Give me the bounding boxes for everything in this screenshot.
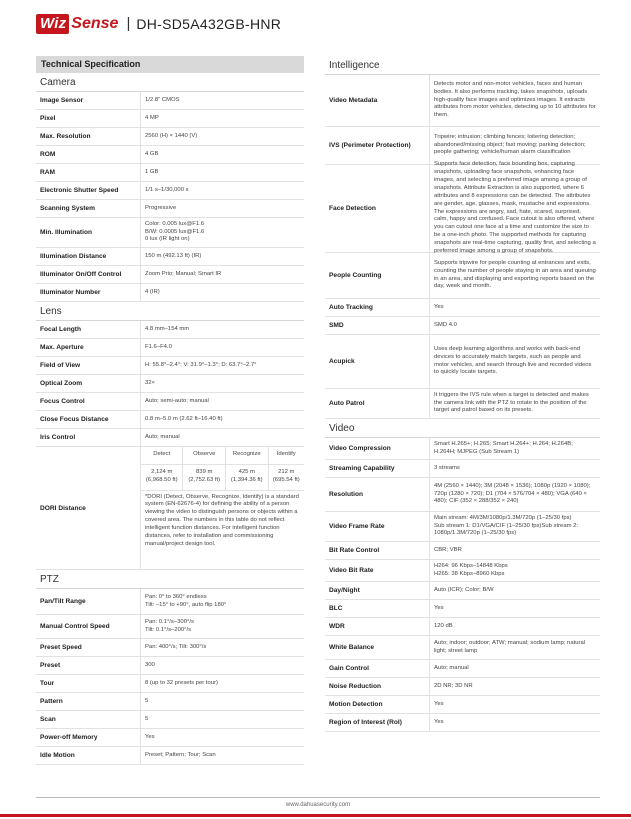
section-heading-video: Video	[325, 419, 600, 438]
spec-value: Supports tripwire for people counting at entrances and exits, counting the number of people staying in an area and queuing in an area, and displaying and exporting reports based on the day, week and month.	[429, 253, 600, 298]
spec-label: ROM	[40, 151, 56, 158]
spec-row	[325, 460, 600, 478]
spec-value: It triggers the IVS rule when a target is detected and makes the camera link with the PTZ to rotate to the position of the target and patrol based on its presets.	[429, 389, 600, 418]
spec-label: Optical Zoom	[40, 380, 83, 387]
dori-header-row	[141, 447, 304, 464]
spec-row	[36, 284, 304, 302]
spec-row	[325, 253, 600, 299]
spec-row	[325, 660, 600, 678]
spec-label: Scanning System	[40, 205, 95, 212]
spec-label: Motion Detection	[329, 701, 383, 708]
spec-value: Zoom Prio; Manual; Smart IR	[140, 266, 304, 283]
spec-value: Yes	[429, 600, 600, 617]
spec-value: Tripwire; intrusion; climbing fences; loitering detection; abandoned/missing object; fast moving; parking detection; people gathering; vehicle/human alarm classification	[429, 127, 600, 164]
page-title: Technical Specification	[36, 56, 304, 73]
spec-row	[325, 512, 600, 542]
spec-label: Gain Control	[329, 665, 369, 672]
spec-label: Face Detection	[329, 205, 376, 212]
spec-label: Streaming Capability	[329, 465, 395, 472]
section-heading-ptz: PTZ	[36, 570, 304, 589]
spec-row	[325, 478, 600, 512]
spec-value: Yes	[140, 729, 304, 746]
dori-row	[36, 447, 304, 570]
spec-label: Manual Control Speed	[40, 623, 110, 630]
spec-label: Illumination Distance	[40, 253, 107, 260]
spec-row	[36, 711, 304, 729]
spec-row	[36, 411, 304, 429]
spec-label: BLC	[329, 605, 343, 612]
spec-row	[36, 639, 304, 657]
spec-label: Electronic Shutter Speed	[40, 187, 119, 194]
spec-value: Auto (ICR); Color; B/W	[429, 582, 600, 599]
spec-label: Scan	[40, 716, 56, 723]
intelligence-spec-list	[325, 75, 600, 419]
spec-row	[36, 92, 304, 110]
camera-spec-list	[36, 92, 304, 302]
spec-row	[325, 636, 600, 660]
lens-spec-list	[36, 321, 304, 447]
spec-value: 2560 (H) × 1440 (V)	[140, 128, 304, 145]
spec-label: Auto Patrol	[329, 400, 365, 407]
spec-row	[36, 429, 304, 447]
spec-label: Focal Length	[40, 326, 82, 333]
logo-wiz-text: Wiz	[36, 14, 69, 34]
dori-value-cell: 212 m (695.54 ft)	[268, 464, 304, 490]
spec-value: Auto; indoor; outdoor; ATW; manual; sodium lamp; natural light; street lamp	[429, 636, 600, 659]
spec-label: IVS (Perimeter Protection)	[329, 142, 411, 149]
footer-accent-line	[0, 814, 631, 817]
spec-row	[36, 164, 304, 182]
spec-row	[36, 218, 304, 248]
dori-table	[141, 447, 304, 491]
spec-value: 2D NR; 3D NR	[429, 678, 600, 695]
spec-value: 1/1 s–1/30,000 s	[140, 182, 304, 199]
spec-label: Pixel	[40, 115, 56, 122]
model-number: DH-SD5A432GB-HNR	[136, 16, 282, 32]
section-heading-intelligence: Intelligence	[325, 56, 600, 75]
spec-row	[36, 128, 304, 146]
spec-label: Illuminator Number	[40, 289, 101, 296]
dori-header-cell: Observe	[183, 447, 226, 464]
spec-value: 300	[140, 657, 304, 674]
spec-row	[325, 582, 600, 600]
left-column	[36, 56, 304, 765]
spec-value: 5	[140, 711, 304, 728]
spec-value: Smart H.265+; H.265; Smart H.264+; H.264; H.264B; H.264H; MJPEG (Sub Stream 1)	[429, 438, 600, 459]
spec-value: CBR; VBR	[429, 542, 600, 559]
spec-row	[36, 248, 304, 266]
spec-value: 4 (IR)	[140, 284, 304, 301]
spec-row	[325, 299, 600, 317]
spec-row	[325, 542, 600, 560]
spec-label: Image Sensor	[40, 97, 84, 104]
spec-row	[36, 747, 304, 765]
dori-note: *DORI (Detect, Observe, Recognize, Identify) is a standard system (EN-62676-4) for defining the ability of a person viewing the video to distinguish persons or objects within a covered area. The numbers in this table do not reflect intelligent function distances. For intelligent function distances, refer to installation and commissioning manual/project design tool.	[145, 493, 299, 548]
spec-label: RAM	[40, 169, 56, 176]
spec-value: 5	[140, 693, 304, 710]
spec-row	[36, 321, 304, 339]
spec-row	[36, 375, 304, 393]
section-heading-camera: Camera	[36, 73, 304, 92]
spec-row	[36, 266, 304, 284]
dori-value-cell: 2,124 m (6,968.50 ft)	[141, 464, 183, 490]
spec-label: Video Bit Rate	[329, 567, 374, 574]
spec-label: Preset	[40, 662, 61, 669]
ptz-spec-list	[36, 589, 304, 765]
spec-value: 4 GB	[140, 146, 304, 163]
spec-label: Illuminator On/Off Control	[40, 271, 122, 278]
spec-label: Idle Motion	[40, 752, 75, 759]
spec-value: Main stream: 4M/3M/1080p/1.3M/720p (1–25/30 fps) Sub stream 1: D1/VGA/CIF (1–25/30 fps)Sub stream 2: 1080p/1.3M/720p (1–25/30 fps)	[429, 512, 600, 541]
dori-header-cell: Recognize	[225, 447, 268, 464]
spec-value: 3 streams	[429, 460, 600, 477]
spec-label: Noise Reduction	[329, 683, 382, 690]
spec-value: Pan: 0° to 360° endless Tilt: –15° to +90°, auto flip 180°	[140, 589, 304, 614]
spec-value: Auto; semi-auto; manual	[140, 393, 304, 410]
spec-row	[36, 615, 304, 639]
spec-value: F1.6–F4.0	[140, 339, 304, 356]
right-column	[325, 56, 600, 732]
spec-value: Color: 0.005 lux@F1.6 B/W: 0.0005 lux@F1.6 0 lux (IR light on)	[140, 218, 304, 247]
spec-value: Auto; manual	[140, 429, 304, 446]
spec-value: Yes	[429, 714, 600, 731]
spec-value: Pan: 0.1°/s–300°/s Tilt: 0.1°/s–200°/s	[140, 615, 304, 638]
spec-row	[36, 146, 304, 164]
spec-row	[36, 657, 304, 675]
spec-label: Resolution	[329, 491, 364, 498]
spec-label: WDR	[329, 623, 345, 630]
spec-value: Supports face detection, face bounding box, capturing snapshots, uploading face snapshots, enhancing face images, and selecting a preferred image among a group of snapshots. Attribute Extraction is also supported, where 6 attributes and 8 expressions can be detected. The attributes are gender, age, glasses, mask, mustache and expressions. The expressions are angry, sad, hate, scared, surprised, calm, happy and confused. Face cutout is also offered, where you can cutout one face at a time and customize the size to be a one-inch photo. The supported methods for capturing snapshots are real-time capturing, quality first, and selecting a preferred image among a group of snapshots.	[429, 165, 600, 252]
spec-row	[36, 693, 304, 711]
spec-value: 1 GB	[140, 164, 304, 181]
spec-label: Video Frame Rate	[329, 523, 385, 530]
spec-row	[325, 714, 600, 732]
spec-value: Progressive	[140, 200, 304, 217]
spec-label: Focus Control	[40, 398, 85, 405]
spec-row	[36, 357, 304, 375]
dori-value-cell: 839 m (2,752.63 ft)	[183, 464, 226, 490]
spec-value: 4 MP	[140, 110, 304, 127]
header-separator: |	[126, 15, 131, 32]
spec-label: Max. Resolution	[40, 133, 91, 140]
spec-label: SMD	[329, 322, 344, 329]
spec-value: 1/2.8" CMOS	[140, 92, 304, 109]
spec-label: White Balance	[329, 644, 375, 651]
page-header	[0, 0, 631, 42]
spec-value: Uses deep learning algorithms and works with back-end devices to accurately match targets, such as people and motor vehicles, and search through live and recorded videos to quickly locate targets.	[429, 335, 600, 388]
dori-table-wrap	[140, 447, 304, 569]
spec-label: Video Metadata	[329, 97, 378, 104]
spec-label: Min. Illumination	[40, 229, 93, 236]
spec-row	[325, 560, 600, 582]
spec-row	[36, 675, 304, 693]
spec-row	[36, 393, 304, 411]
spec-row	[36, 729, 304, 747]
spec-row	[325, 160, 600, 255]
spec-row	[36, 110, 304, 128]
spec-row	[325, 75, 600, 127]
spec-value: H264: 96 Kbps–14848 Kbps H265: 38 Kbps–8960 Kbps	[429, 560, 600, 581]
spec-row	[325, 389, 600, 419]
spec-value: 4M (2560 × 1440); 3M (2048 × 1536); 1080p (1920 × 1080); 720p (1280 × 720); D1 (704 × 576/704 × 480); VGA (640 × 480); CIF (352 × 288/352 × 240)	[429, 478, 600, 511]
spec-value: 32×	[140, 375, 304, 392]
spec-label: Power-off Memory	[40, 734, 98, 741]
spec-row	[36, 589, 304, 615]
dori-value-row	[141, 464, 304, 490]
spec-row	[36, 200, 304, 218]
spec-label: Pan/Tilt Range	[40, 598, 86, 605]
spec-value: Yes	[429, 696, 600, 713]
spec-label: Auto Tracking	[329, 304, 373, 311]
spec-row	[325, 317, 600, 335]
spec-row	[325, 335, 600, 389]
spec-row	[36, 339, 304, 357]
spec-value: Pan: 400°/s; Tilt: 300°/s	[140, 639, 304, 656]
spec-value: H: 55.8°–2.4°; V: 31.9°–1.3°; D: 63.7°–2.7°	[140, 357, 304, 374]
spec-row	[325, 127, 600, 165]
spec-label: Day/Night	[329, 587, 360, 594]
spec-row	[325, 438, 600, 460]
spec-row	[36, 182, 304, 200]
brand-logo	[36, 14, 281, 34]
spec-label: Bit Rate Control	[329, 547, 380, 554]
spec-value: Auto; manual	[429, 660, 600, 677]
spec-row	[325, 696, 600, 714]
spec-label: Acupick	[329, 358, 355, 365]
spec-value: Preset; Pattern; Tour; Scan	[140, 747, 304, 764]
spec-label: Video Compression	[329, 445, 391, 452]
spec-label: DORI Distance	[40, 504, 86, 512]
spec-value: Yes	[429, 299, 600, 316]
spec-label: Iris Control	[40, 434, 76, 441]
spec-value: 8 (up to 32 presets per tour)	[140, 675, 304, 692]
spec-label: Tour	[40, 680, 55, 687]
footer-url: www.dahuasecurity.com	[36, 797, 600, 808]
video-spec-list	[325, 438, 600, 732]
spec-value: 0.8 m–5.0 m (2.62 ft–16.40 ft)	[140, 411, 304, 428]
spec-value: 4.8 mm–154 mm	[140, 321, 304, 338]
spec-row	[325, 618, 600, 636]
spec-label: Region of Interest (RoI)	[329, 719, 402, 726]
spec-label: Close Focus Distance	[40, 416, 109, 423]
spec-row	[325, 600, 600, 618]
spec-value: Detects motor and non-motor vehicles, faces and human bodies. It also performs tracking, takes snapshots, uploads high-quality face images and optimizes images. It extracts attributes from motor vehicles, detecting up to 10 attributes for them.	[429, 75, 600, 126]
section-heading-lens: Lens	[36, 302, 304, 321]
spec-value: 150 m (492.13 ft) (IR)	[140, 248, 304, 265]
spec-value: SMD 4.0	[429, 317, 600, 334]
spec-value: 120 dB	[429, 618, 600, 635]
spec-label: Max. Aperture	[40, 344, 84, 351]
dori-header-cell: Detect	[141, 447, 183, 464]
spec-label: Field of View	[40, 362, 81, 369]
logo-sense-text: Sense	[71, 15, 119, 32]
spec-label: Preset Speed	[40, 644, 82, 651]
dori-value-cell: 425 m (1,394.36 ft)	[225, 464, 268, 490]
spec-label: Pattern	[40, 698, 63, 705]
dori-header-cell: Identify	[268, 447, 304, 464]
spec-label: People Counting	[329, 272, 382, 279]
spec-row	[325, 678, 600, 696]
